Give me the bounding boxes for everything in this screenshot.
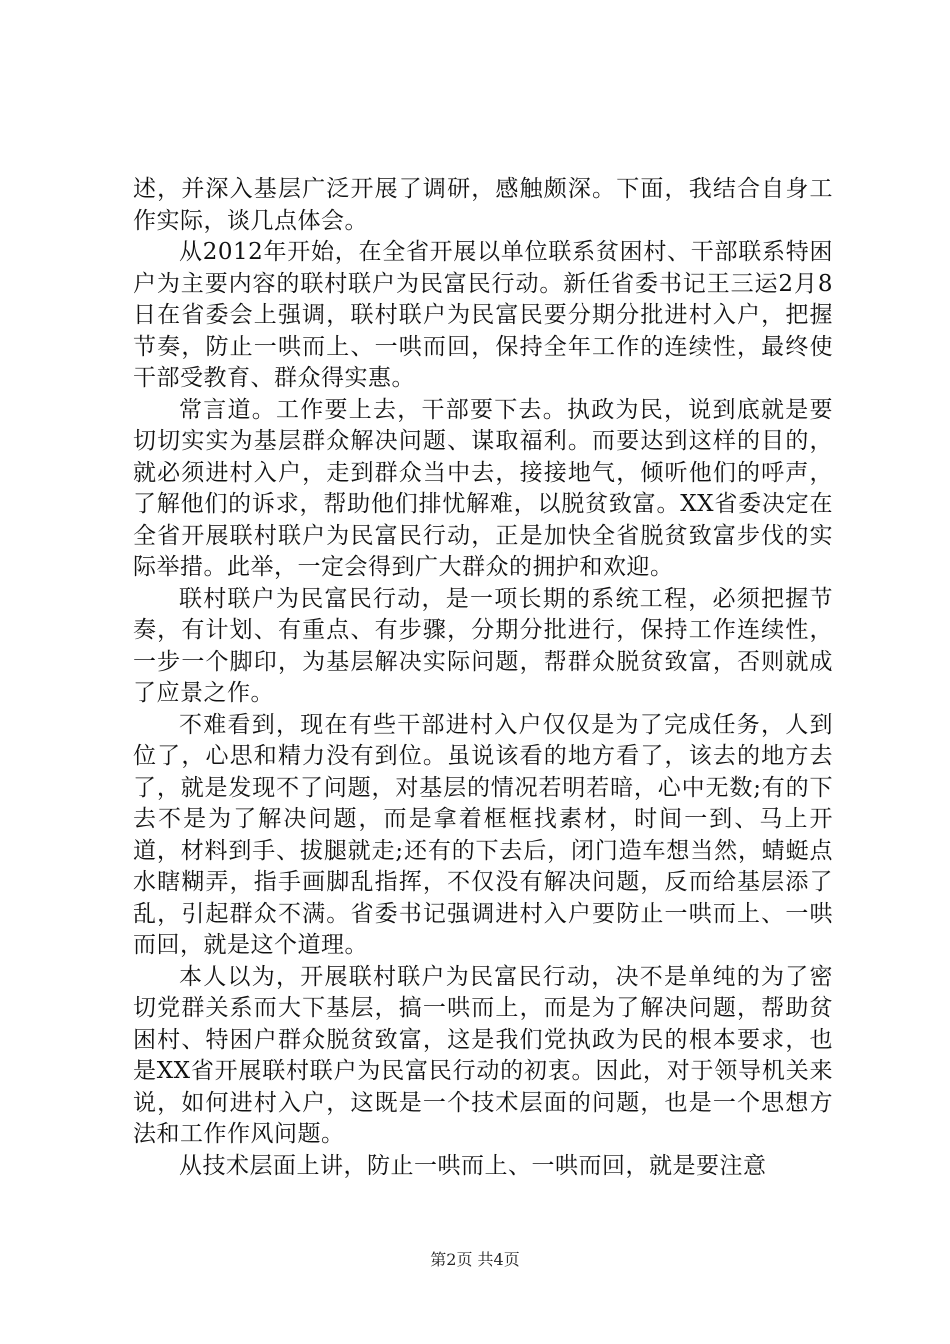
paragraph-continuation: 述，并深入基层广泛开展了调研，感触颇深。下面，我结合自身工作实际，谈几点体会。: [133, 176, 833, 234]
document-body: [133, 174, 833, 1182]
paragraph-common-saying: 常言道。工作要上去，干部要下去。执政为民，说到底就是要切切实实为基层群众解决问题、谋取福利。而要达到这样的目的，就必须进村入户，走到群众当中去，接接地气，倾听他们的呼声，了解他们的诉求，帮助他们排忧解难，以脱贫致富。XX省委决定在全省开展联村联户为民富民行动，正是加快全省脱贫致富步伐的实际举措。此举，一定会得到广大群众的拥护和欢迎。: [133, 396, 833, 580]
paragraph-personal-view: 本人以为，开展联村联户为民富民行动，决不是单纯的为了密切党群关系而大下基层，搞一哄而上，而是为了解决问题，帮助贫困村、特困户群众脱贫致富，这是我们党执政为民的根本要求，也是XX省开展联村联户为民富民行动的初衷。因此，对于领导机关来说，如何进村入户，这既是一个技术层面的问题，也是一个思想方法和工作作风问题。: [133, 963, 833, 1147]
paragraph-2012-initiative: 从2012年开始，在全省开展以单位联系贫困村、干部联系特困户为主要内容的联村联户为民富民行动。新任省委书记王三运2月8日在省委会上强调，联村联户为民富民要分期分批进村入户，把握节奏，防止一哄而上、一哄而回，保持全年工作的连续性，最终使干部受教育、群众得实惠。: [133, 239, 833, 391]
paragraph-problems: 不难看到，现在有些干部进村入户仅仅是为了完成任务，人到位了，心思和精力没有到位。虽说该看的地方看了，该去的地方去了，就是发现不了问题，对基层的情况若明若暗，心中无数;有的下去不是为了解决问题，而是拿着框框找素材，时间一到、马上开道，材料到手、拔腿就走;还有的下去后，闭门造车想当然，蜻蜓点水瞎糊弄，指手画脚乱指挥，不仅没有解决问题，反而给基层添了乱，引起群众不满。省委书记强调进村入户要防止一哄而上、一哄而回，就是这个道理。: [133, 711, 833, 958]
paragraph-technical-level: 从技术层面上讲，防止一哄而上、一哄而回，就是要注意: [179, 1152, 767, 1179]
page-number-footer: 第2页 共4页: [430, 1250, 520, 1269]
paragraph-long-term-project: 联村联户为民富民行动，是一项长期的系统工程，必须把握节奏，有计划、有重点、有步骤，分期分批进行，保持工作连续性，一步一个脚印，为基层解决实际问题，帮群众脱贫致富，否则就成了应景之作。: [133, 585, 833, 706]
